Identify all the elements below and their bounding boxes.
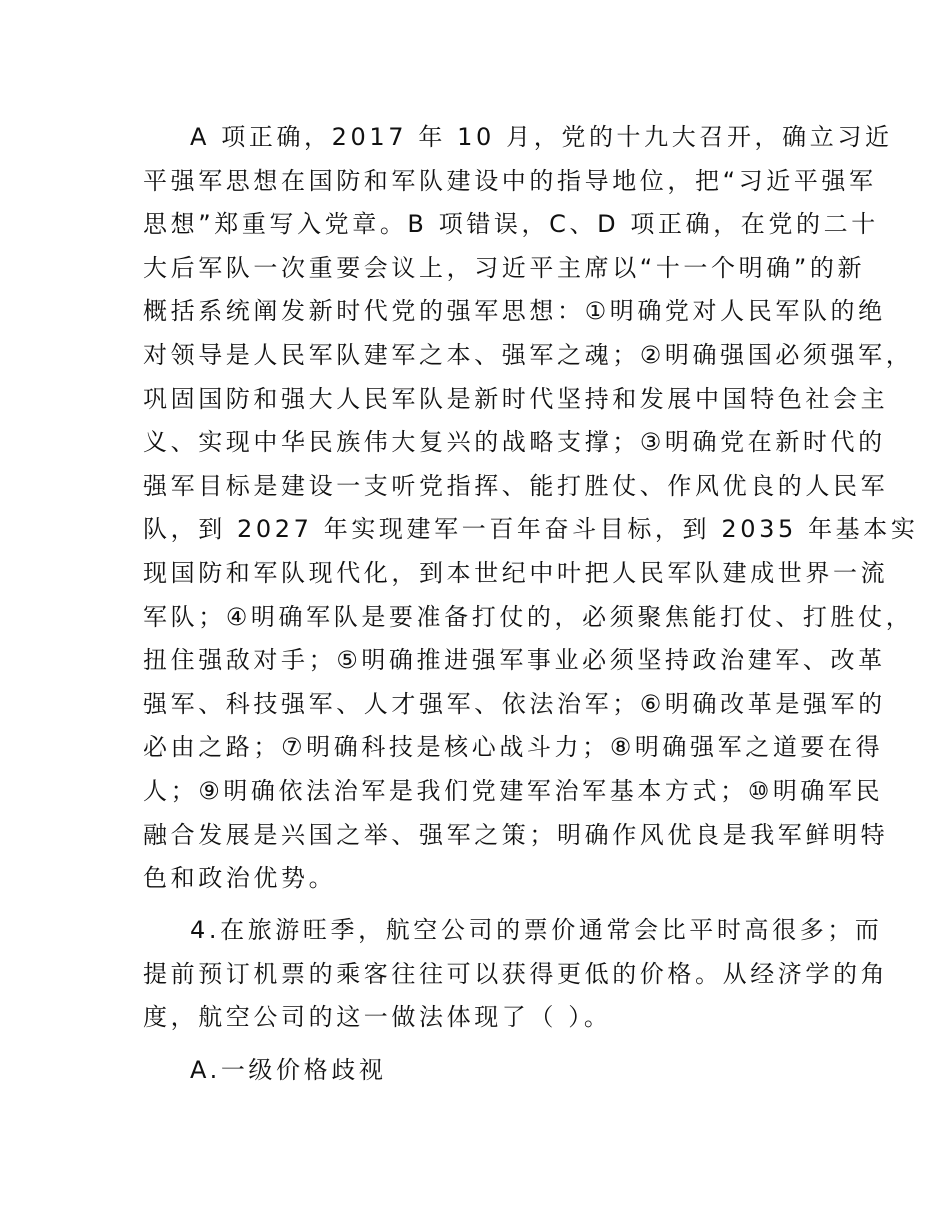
answer-explanation-line: 人；⑨明确依法治军是我们党建军治军基本方式；⑩明确军民 — [143, 777, 884, 805]
option-a: A.一级价格歧视 — [190, 1056, 387, 1084]
answer-explanation-line: 色和政治优势。 — [143, 864, 337, 893]
question-text-line: 提前预订机票的乘客往往可以获得更低的价格。从经济学的角 — [143, 959, 889, 988]
question-text-line: 度，航空公司的这一做法体现了（ ）。 — [143, 1003, 612, 1032]
answer-explanation-line: 必由之路；⑦明确科技是核心战斗力；⑧明确强军之道要在得 — [143, 733, 884, 762]
answer-explanation-line: 强军目标是建设一支听党指挥、能打胜仗、作风优良的人民军 — [143, 471, 889, 500]
answer-explanation-line: 现国防和军队现代化，到本世纪中叶把人民军队建成世界一流 — [143, 559, 889, 587]
answer-explanation-line: 队，到 2027 年实现建军一百年奋斗目标，到 2035 年基本实 — [143, 515, 919, 544]
answer-explanation-line: 平强军思想在国防和军队建设中的指导地位，把“习近平强军 — [143, 166, 877, 195]
answer-explanation-line: 扭住强敌对手；⑤明确推进强军事业必须坚持政治建军、改革 — [143, 646, 886, 675]
question-text-line: 4.在旅游旺季，航空公司的票价通常会比平时高很多；而 — [190, 916, 883, 944]
answer-explanation-line: 概括系统阐发新时代党的强军思想：①明确党对人民军队的绝 — [143, 297, 886, 326]
answer-explanation-line: 军队；④明确军队是要准备打仗的，必须聚焦能打仗、打胜仗， — [143, 602, 914, 631]
answer-explanation-line: 巩固国防和强大人民军队是新时代坚持和发展中国特色社会主 — [143, 384, 889, 413]
answer-explanation-line: 对领导是人民军队建军之本、强军之魂；②明确强国必须强军， — [143, 341, 914, 369]
answer-explanation-line: 思想”郑重写入党章。B 项错误，C、D 项正确，在党的二十 — [143, 210, 879, 239]
answer-explanation-line: 强军、科技强军、人才强军、依法治军；⑥明确改革是强军的 — [143, 689, 886, 718]
answer-explanation-line: 义、实现中华民族伟大复兴的战略支撑；③明确党在新时代的 — [143, 428, 886, 457]
answer-explanation-line: 融合发展是兴国之举、强军之策；明确作风优良是我军鲜明特 — [143, 820, 889, 849]
answer-explanation-line: A 项正确，2017 年 10 月，党的十九大召开，确立习近 — [190, 123, 893, 151]
answer-explanation-line: 大后军队一次重要会议上，习近平主席以“十一个明确”的新 — [143, 253, 866, 282]
